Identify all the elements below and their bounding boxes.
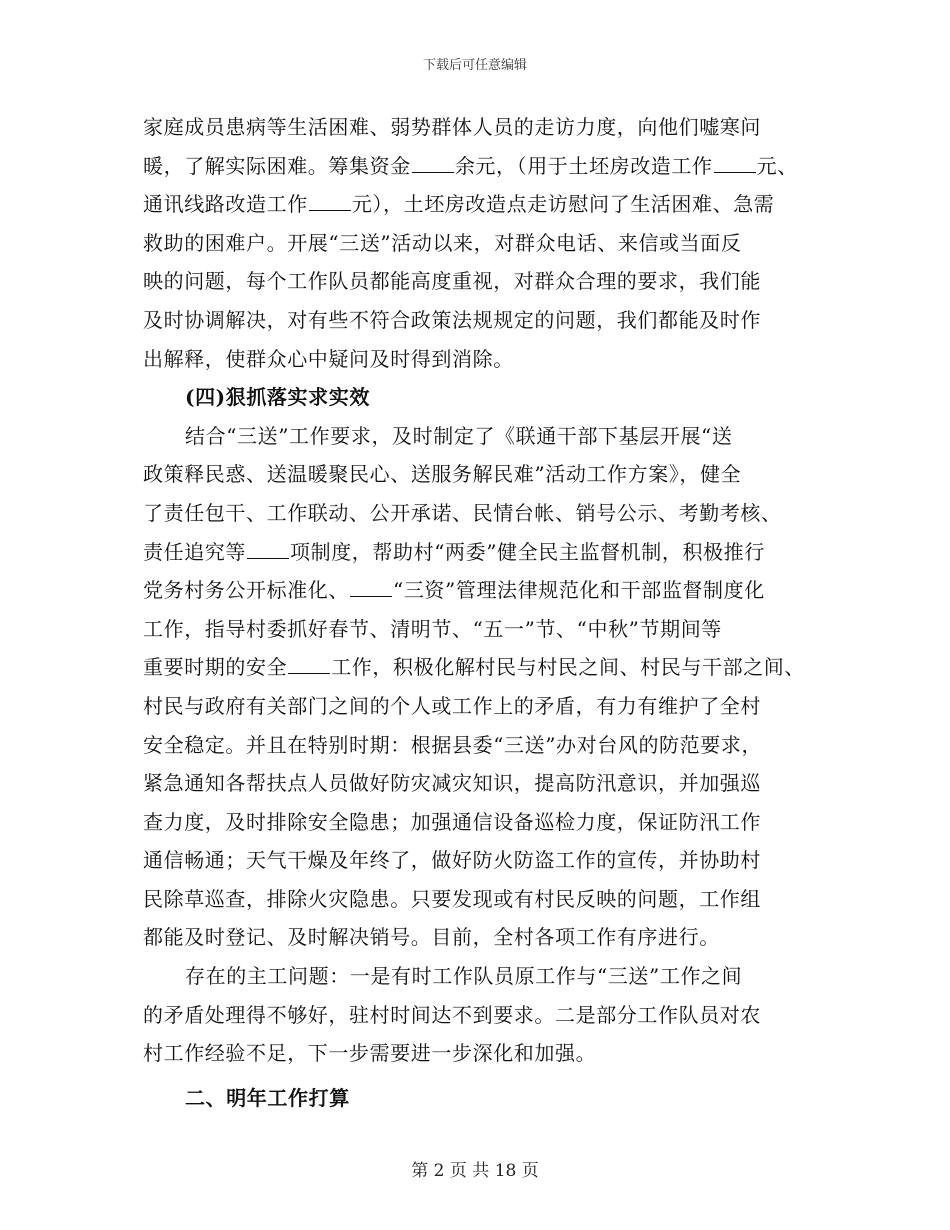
text-line	[143, 533, 823, 572]
text-line	[143, 610, 823, 649]
text-line	[143, 996, 823, 1035]
fill-in-blank	[412, 156, 454, 173]
text-segment: 责任追究等	[143, 539, 246, 564]
section-heading-next-year: 二、明年工作打算	[185, 1085, 350, 1110]
text-segment: 村民与政府有关部门之间的个人或工作上的矛盾，有力有维护了全村	[143, 693, 761, 718]
text-segment: 元、	[756, 153, 798, 178]
fill-in-blank	[350, 580, 392, 597]
text-line	[143, 648, 823, 687]
text-segment: 及时协调解决，对有些不符合政策法规规定的问题，我们都能及时作	[143, 307, 761, 332]
text-line	[143, 494, 823, 533]
fill-in-blank	[714, 156, 756, 173]
text-segment: 救助的困难户。开展“三送”活动以来，对群众电话、来信或当面反	[143, 230, 742, 255]
text-segment: 村工作经验不足，下一步需要进一步深化和加强。	[143, 1041, 597, 1066]
page-footer: 第 2 页 共 18 页	[411, 1161, 539, 1181]
fill-in-blank	[309, 194, 351, 211]
text-segment: 元），土坯房改造点走访慰问了生活困难、急需	[351, 192, 775, 217]
text-segment: 通讯线路改造工作	[143, 192, 308, 217]
text-segment: 民除草巡查，排除火灾隐患。只要发现或有村民反映的问题，工作组	[143, 886, 761, 911]
text-segment: 紧急通知各帮扶点人员做好防灾减灾知识，提高防汛意识，并加强巡	[143, 771, 761, 796]
text-line	[143, 918, 823, 957]
text-line	[143, 803, 823, 842]
text-line	[143, 455, 823, 494]
text-segment: 工作，指导村委抓好春节、清明节、“五一”节、“中秋”节期间等	[143, 616, 722, 641]
text-segment: 党务村务公开标准化、	[143, 578, 349, 603]
fill-in-blank	[247, 542, 289, 559]
text-segment: 的矛盾处理得不够好，驻村时间达不到要求。二是部分工作队员对农	[143, 1002, 761, 1027]
text-line	[143, 726, 823, 765]
page-header: 下载后可任意编辑	[422, 58, 527, 73]
text-segment: 存在的主工问题：一是有时工作队员原工作与“三送”工作之间	[185, 964, 743, 989]
text-segment: “三资”管理法律规范化和干部监督制度化	[393, 578, 765, 603]
paragraph-3	[143, 957, 823, 1073]
text-line	[143, 108, 823, 147]
text-line	[143, 224, 823, 263]
text-segment: 家庭成员患病等生活困难、弱势群体人员的走访力度，向他们嘘寒问	[143, 115, 761, 139]
text-line	[143, 340, 823, 379]
text-line	[143, 841, 823, 880]
text-segment: 通信畅通；天气干燥及年终了，做好防火防盗工作的宣传，并协助村	[143, 848, 761, 873]
text-segment: 暖，了解实际困难。筹集资金	[143, 153, 411, 178]
text-segment: 余元，（用于土坯房改造工作	[454, 153, 713, 178]
text-segment: 都能及时登记、及时解决销号。目前，全村各项工作有序进行。	[143, 925, 720, 950]
fill-in-blank	[288, 657, 330, 674]
text-segment: 项制度，帮助村“两委”健全民主监督机制，积极推行	[290, 539, 765, 564]
text-line	[143, 301, 823, 340]
section-heading-4: (四)狠抓落实求实效	[185, 385, 370, 410]
text-line	[143, 417, 823, 456]
text-segment: 查力度，及时排除安全隐患；加强通信设备巡检力度，保证防汛工作	[143, 809, 761, 834]
text-segment: 重要时期的安全	[143, 655, 288, 680]
text-line	[143, 262, 823, 301]
text-line	[143, 147, 823, 186]
paragraph-2	[143, 417, 823, 957]
text-segment: 政策释民惑、送温暖聚民心、送服务解民难”活动工作方案》，健全	[143, 462, 742, 487]
paragraph-1	[143, 108, 823, 378]
text-segment: 工作，积极化解村民与村民之间、村民与干部之间、	[331, 655, 806, 680]
text-segment: 安全稳定。并且在特别时期：根据县委“三送”办对台风的防范要求，	[143, 732, 763, 757]
text-segment: 了责任包干、工作联动、公开承诺、民情台帐、销号公示、考勤考核、	[143, 500, 782, 525]
text-line	[143, 185, 823, 224]
text-segment: 结合“三送”工作要求，及时制定了《联通干部下基层开展“送	[185, 423, 733, 448]
text-line	[143, 687, 823, 726]
text-line	[143, 1034, 823, 1073]
text-segment: 出解释，使群众心中疑问及时得到消除。	[143, 346, 514, 371]
text-line	[143, 571, 823, 610]
document-body	[143, 108, 823, 1117]
text-line	[143, 880, 823, 919]
text-line	[143, 764, 823, 803]
text-line	[143, 957, 823, 996]
text-segment: 映的问题，每个工作队员都能高度重视，对群众合理的要求，我们能	[143, 269, 761, 294]
